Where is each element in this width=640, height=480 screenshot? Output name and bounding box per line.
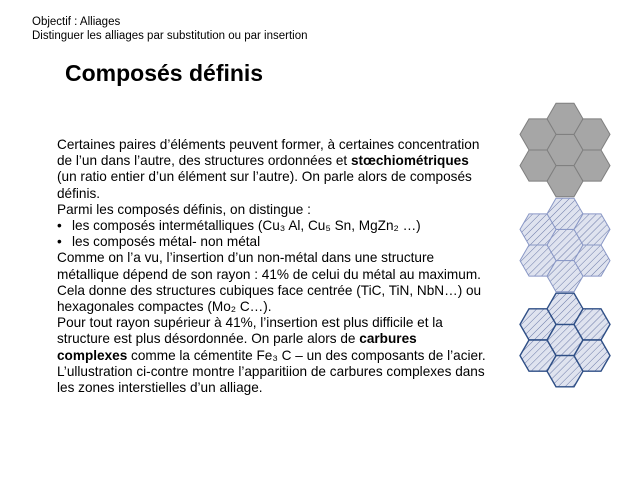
slide-header [32,15,308,43]
hexagon-cluster-2 [520,198,610,292]
slide-body [57,137,487,396]
bold-stoechiometriques: stœchiométriques [350,153,469,169]
hexagon-cluster-1 [520,103,610,197]
bold-carbures-complexes: carbures complexes [57,331,417,363]
bullet-item-intermetalliques: • les composés intermétalliques (Cu₃ Al, Cu₅ Sn, MgZn₂ …) [57,218,421,234]
objective-subtitle: Distinguer les alliages par substitution ou par insertion [32,30,308,42]
paragraph-insertion: Comme on l’a vu, l’insertion d’un non-métal dans une structure métallique dépend de son rayon : 41% de celui du métal au maximum. Cela donne des structures cubiques face centrée (TiC, TiN, NbN…) ou hexagonales compactes (Mo₂ C…). [57,250,482,315]
paragraph-distinction: Parmi les composés définis, on distingue : [57,201,311,217]
hexagon-cluster-3 [520,293,610,387]
paragraph-illustration: L’ullustration ci-contre montre l’apparitiion de carbures complexes dans les zones interstielles d’un alliage. [57,363,485,396]
bullet-item-metal-non-metal: • les composés métal- non métal [57,234,261,250]
hexagon-figure-svg [505,100,625,390]
hexagon-cluster-illustration [505,100,625,390]
bullet-icon: • [57,234,62,250]
objective-line: Objectif : Alliages [32,16,121,28]
bullet-icon: • [57,218,62,234]
paragraph-carbures: Pour tout rayon supérieur à 41%, l’insertion est plus difficile et la structure est plus désordonnée. On parle alors de carbures complexes comme la cémentite Fe₃ C – un des composants de l’acier. [57,315,486,363]
slide-title: Composés définis [65,60,264,86]
paragraph-intro: Certaines paires d’éléments peuvent former, à certaines concentration de l’un dans l’autre, des structures ordonnées et stœchiométriques (un ratio entier d’un élément sur l’autre). On parle alors de composés définis. [57,137,480,201]
